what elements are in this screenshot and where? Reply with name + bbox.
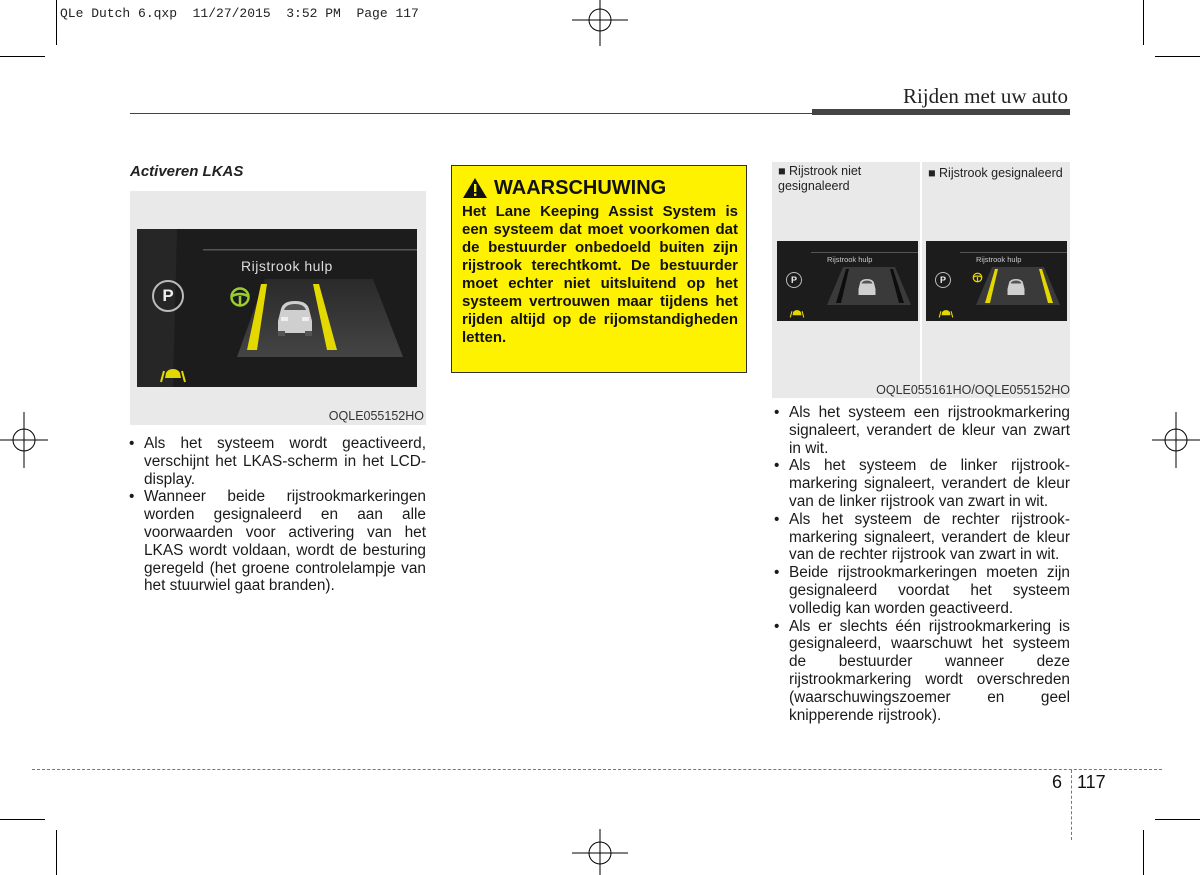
left-bullet-list	[129, 435, 426, 595]
list-item: • Als het systeem de rechter rijstrook-markering signaleert, verandert de kleur van de rechter rijstrook van zwart in wit.	[774, 511, 1070, 564]
legend-not-detected: ■ Rijstrook niet gesignaleerd	[778, 164, 862, 193]
warning-box	[451, 165, 747, 373]
steering-wheel-icon	[972, 272, 983, 283]
car-rear-icon	[1006, 278, 1026, 297]
gear-indicator	[152, 280, 184, 312]
list-item: • Wanneer beide rijstrookmarkeringen worden gesignaleerd en aan alle voorwaarden voor activering van het LKAS wordt voldaan, wordt de besturing geregeld (het groene controlelampje van het stuurwiel gaat branden).	[129, 488, 426, 595]
car-rear-icon	[275, 299, 315, 337]
warning-triangle-icon	[462, 177, 488, 199]
lane-assist-icon	[159, 367, 187, 383]
list-item: • Beide rijstrookmarkeringen moeten zijn gesignaleerd voordat het systeem volledig kan worden geactiveerd.	[774, 564, 1070, 617]
gear-letter: P	[790, 275, 797, 285]
registration-mark-icon	[0, 410, 50, 470]
crop-mark-bottom-left-v	[56, 830, 57, 875]
lcd-display	[137, 229, 417, 387]
figure-divider	[920, 162, 922, 398]
legend-detected: ■ Rijstrook gesignaleerd	[928, 166, 1063, 180]
lkas-figure	[130, 191, 426, 425]
chapter-number: 6	[1052, 772, 1063, 792]
right-bullet-list	[774, 404, 1070, 724]
page-number: 117	[1077, 772, 1106, 792]
footer-rule	[32, 769, 1162, 770]
crop-mark-top-left-v	[56, 0, 57, 45]
print-slug: QLe Dutch 6.qxp 11/27/2015 3:52 PM Page 117	[60, 6, 419, 21]
crop-mark-bottom-left-h	[0, 819, 45, 820]
list-item: • Als er slechts één rijstrookmarkering is gesignaleerd, waarschuwt het systeem de bestuurder wanneer deze rijstrookmarkering wordt overschreden (waarschuwingszoemer en geel knipperende rijstrook).	[774, 618, 1070, 725]
gear-letter: P	[162, 286, 174, 305]
warning-title: WAARSCHUWING	[494, 177, 667, 199]
header-rule	[130, 113, 812, 114]
chapter-title: Rijden met uw auto	[902, 84, 1068, 108]
lcd-display-not-detected	[777, 241, 918, 321]
lcd-display-detected	[926, 241, 1067, 321]
list-item: • Als het systeem de linker rijstrook-markering signaleert, verandert de kleur van de linker rijstrook van zwart in wit.	[774, 457, 1070, 510]
registration-mark-icon	[570, 825, 630, 875]
list-item: • Als het systeem wordt geactiveerd, verschijnt het LKAS-scherm in het LCD-display.	[129, 435, 426, 488]
crop-mark-top-right-h	[1155, 56, 1200, 57]
registration-mark-icon	[1150, 410, 1200, 470]
section-heading: Activeren LKAS	[130, 163, 244, 180]
registration-mark-icon	[570, 0, 630, 50]
footer-separator	[1071, 770, 1072, 840]
gear-indicator	[935, 272, 951, 288]
figure-caption: OQLE055152HO	[328, 409, 424, 423]
crop-mark-top-left-h	[0, 56, 45, 57]
lcd-title: Rijstrook hulp	[827, 255, 873, 264]
lcd-title: Rijstrook hulp	[976, 255, 1022, 264]
lane-detection-figure	[772, 162, 1070, 398]
crop-mark-top-right-v	[1143, 0, 1144, 45]
gear-letter: P	[939, 275, 946, 285]
lcd-title: Rijstrook hulp	[241, 258, 333, 274]
list-item: • Als het systeem een rijstrookmarkering signaleert, verandert de kleur van zwart in wit.	[774, 404, 1070, 457]
warning-text: Het Lane Keeping Assist System is een systeem dat moet voorkomen dat de bestuurder onbedoeld buiten zijn rijstrook terechtkomt. De bestuurder moet echter niet uitsluitend op het systeem vertrouwen maar tijdens het rijden altijd op de rijomstandigheden letten.	[462, 203, 738, 346]
gear-indicator	[786, 272, 802, 288]
lane-assist-icon	[789, 309, 805, 318]
car-rear-icon	[857, 278, 877, 297]
lane-assist-icon	[938, 309, 954, 318]
crop-mark-bottom-right-v	[1143, 830, 1144, 875]
figure-caption: OQLE055161HO/OQLE055152HO	[876, 383, 1070, 397]
crop-mark-bottom-right-h	[1155, 819, 1200, 820]
header-rule-thick	[812, 109, 1070, 115]
